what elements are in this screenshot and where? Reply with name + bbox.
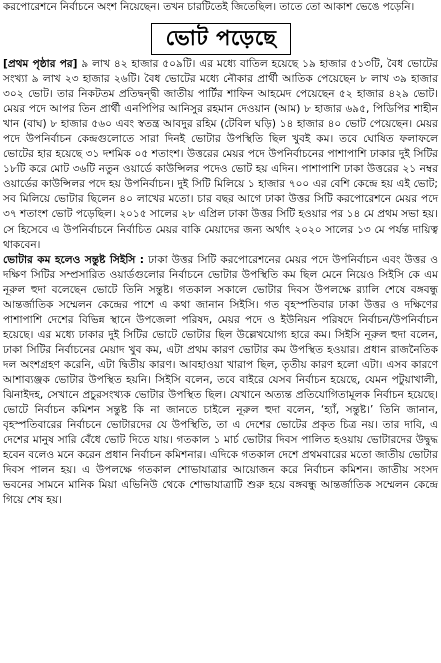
paragraph-2-text: ঢাকা উত্তর সিটি করপোরেশনের মেয়র পদে উপনির্বাচন এবং উত্তর ও দক্ষিণ সিটির সম্প্রসারিত ওয়ার্ডগুলোর নির্বাচনে ভোটার উপস্থিতি কম ছিল মেনে নিয়েও সিইসি কে এম নূরুল হুদা বলেছেন ভোটে তিনি সন্তুষ্ট। গতকাল সকালে ভোটার দিবস উপলক্ষে র‌্যালি শেষে বঙ্গবন্ধু আন্তর্জাতিক সম্মেলন কেন্দ্রের পাশে এ কথা জানান সিইসি। গত বৃহস্পতিবার ঢাকা উত্তর ও দক্ষিণের পাশাপাশি দেশের বিভিন্ন স্থানে উপজেলা পরিষদ, মেয়র পদে ও ইউনিয়ন পরিষদে নির্বাচন/উপনির্বাচন হয়েছে। এর মধ্যে ঢাকার দুই সিটির ভোটে ভোটার ছিল উল্লেখযোগ্য হারে কম। সিইসি নূরুল হুদা বলেন, ঢাকা সিটির নির্বাচনের মেয়াদ খুব কম, এটা প্রথম কারণ ভোটার কম উপস্থিত হওয়ার। প্রধান রাজনৈতিক দল অংশগ্রহণ করেনি, এটা দ্বিতীয় কারণ। আবহাওয়া খারাপ ছিল, তৃতীয় কারণ হলো এটা। এসব কারণে আশাব্যঞ্জক ভোটার উপস্থিত হয়নি। সিইসি বলেন, তবে বাইরে যেসব নির্বাচন হয়েছে, যেমন পটুয়াখালী, ঝিনাইদহ, সেখানে প্রচুরসংখ্যক ভোটার উপস্থিত ছিল। যেখানে অত্যন্ত প্রতিযোগিতামূলক নির্বাচন হয়েছে। ভোটে নির্বাচন কমিশন সন্তুষ্ট কি না জানতে চাইলে নূরুল হুদা বলেন, ‘হ্যাঁ, সন্তুষ্ট।’ তিনি জানান, বৃহস্পতিবারের নির্বাচনে ভোটারদের যে উপস্থিতি, তা এ দেশের ভোটের প্রকৃত চিত্র নয়। তার দাবি, এ দেশের মানুষ সারি বেঁধে ভোট দিতে যায়। গতকাল ১ মার্চ ভোটার দিবস পালিত হওয়ায় ভোটারদের উদ্বুদ্ধ হবেন বলেও মনে করেন প্রধান নির্বাচন কমিশনার। এদিকে গতকাল দেশে প্রথমবারের মতো জাতীয় ভোটার দিবস পালন হয়। এ উপলক্ষে গতকাল শোভাযাত্রার আয়োজন করে নির্বাচন কমিশন। জাতীয় সংসদ ভবনের সামনে মানিক মিয়া এভিনিউ থেকে শোভাযাত্রাটি শুরু হয়ে বঙ্গবন্ধু আন্তর্জাতিক সম্মেলন কেন্দ্রে গিয়ে শেষ হয়।: [3, 253, 439, 507]
paragraph-2: [3, 253, 438, 509]
headline: ভোট পড়েছে: [151, 23, 291, 55]
subheading: ভোটার কম হলেও সন্তুষ্ট সিইসি :: [3, 253, 145, 266]
article-body: [3, 57, 438, 508]
paragraph-1: [3, 57, 438, 253]
previous-article-fragment: করপোরেশনে নির্বাচনে অংশ নিয়েছেন। তখন চারটিতেই জিতেছিল। তাতে তো আকাশ ভেঙে পড়েনি।: [3, 1, 415, 13]
continuation-marker: [প্রথম পৃষ্ঠার পর]: [3, 58, 78, 70]
paragraph-1-text: ৯ লাখ ৪২ হাজার ৫০৯টি। এর মধ্যে বাতিল হয়েছে ১৯ হাজার ৫১৩টি, বৈধ ভোটের সংখ্যা ৯ লাখ ২৩ হাজার ২৬টি। বৈধ ভোটের মধ্যে নৌকার প্রার্থী আতিক পেয়েছেন ৮ লাখ ৩৯ হাজার ৩০২ ভোট। তার নিকটতম প্রতিদ্বন্দ্বী জাতীয় পার্টির শাফিন আহমেদ পেয়েছেন ৫২ হাজার ৪২৯ ভোট। মেয়র পদে আপর তিন প্রার্থী এনপিপির আনিসুর রহমান দেওয়ান (আম) ৮ হাজার ৬৯৫, পিডিপির শাহীন খান (বাঘ) ৮ হাজার ৫৬০ এবং স্বতন্ত্র আবদুর রহিম (টেবিল ঘড়ি) ১৪ হাজার ৪০ ভোট পেয়েছেন। মেয়র পদে উপনির্বাচন কেন্দ্রগুলোতে সারা দিনই ভোটার উপস্থিতি ছিল খুবই কম। তবে ঘোষিত ফলাফলে ভোটের হার হয়েছে ৩১ দশমিক ০৫ শতাংশ। উত্তরের মেয়র পদে উপনির্বাচনের পাশাপাশি ঢাকার দুই সিটির ১৮টি করে মোট ৩৬টি নতুন ওয়ার্ডে কাউন্সিলর পদেও ভোট হয় এদিন। পাশাপাশি ঢাকা উত্তরের ২১ নম্বর ওয়ার্ডের কাউন্সিলর পদে হয় উপনির্বাচন। দুই সিটি মিলিয়ে ১ হাজার ৭০০ এর বেশি কেন্দ্রে হয় এই ভোট; সব মিলিয়ে ভোটার ছিলেন ৪০ লাখের মতো। চার বছর আগে ঢাকা উত্তর সিটি করপোরেশনে মেয়র পদে ৩৭ শতাংশ ভোট পড়েছিল। ২০১৫ সালের ২৮ এপ্রিল ঢাকা উত্তর সিটি হওয়ার পর ১৪ মে প্রথম সভা হয়। সে হিসেবে এ উপনির্বাচনে নির্বাচিত মেয়র বাকি মেয়াদের জন্য অর্থাৎ ২০২০ সালের ১৩ মে পর্যন্ত দায়িত্ব থাকবেন।: [3, 58, 438, 251]
